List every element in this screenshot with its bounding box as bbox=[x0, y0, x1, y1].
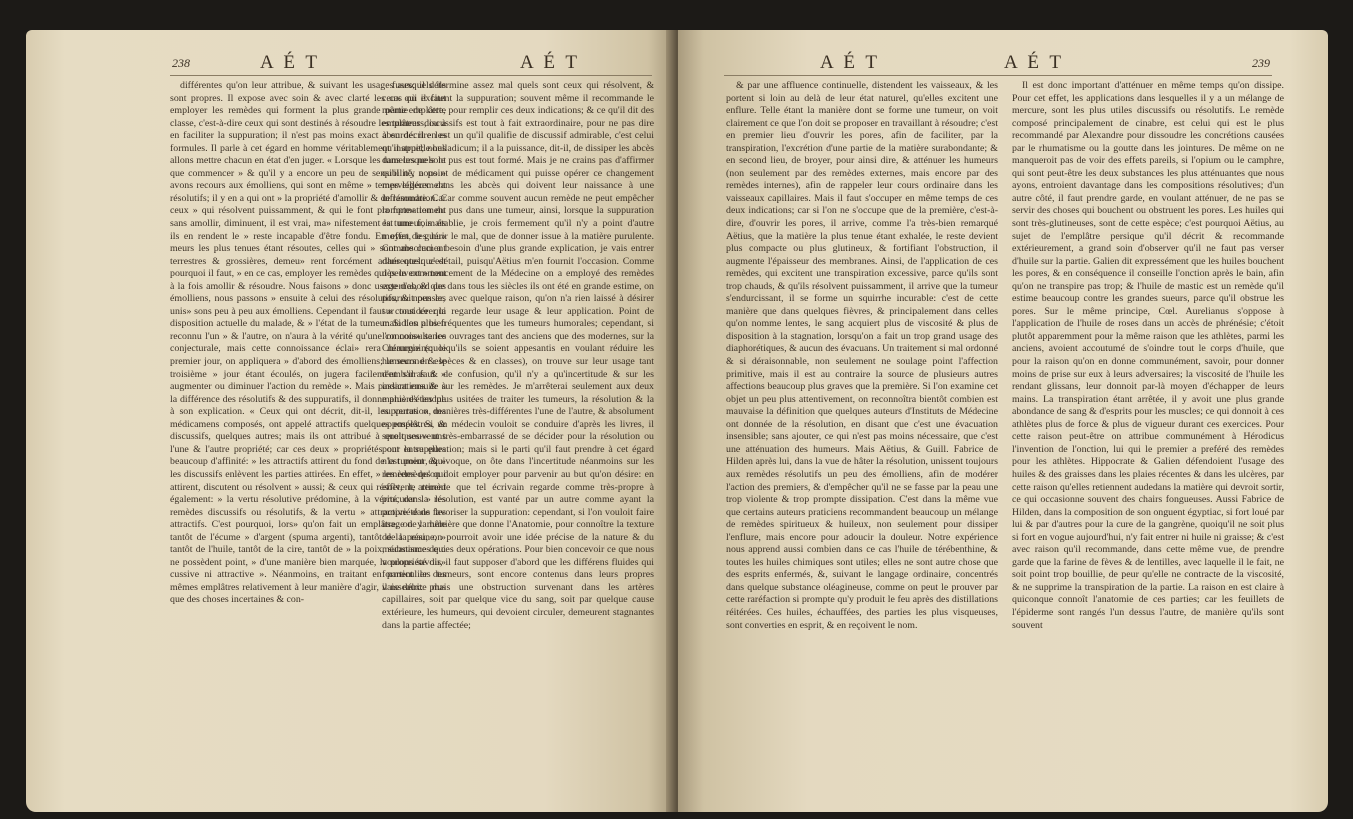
header-rule bbox=[724, 75, 1272, 76]
left-running-head bbox=[26, 52, 674, 76]
text-column bbox=[1012, 80, 1284, 632]
page-number: 238 bbox=[172, 56, 190, 70]
header-rule bbox=[170, 75, 652, 76]
running-title-repeat: A É T bbox=[1004, 52, 1065, 73]
right-running-head bbox=[678, 52, 1328, 76]
text-column bbox=[726, 80, 998, 632]
page-number: 239 bbox=[1252, 56, 1270, 70]
running-title: A É T bbox=[820, 52, 881, 73]
column-text: fuses; il détermine assez mal quels sont ceux qui résolvent, & ceux qui excitent la suppuration; souvent même il recommande le même emplâtre, pour remplir ces deux indications; & ce qu'il dit des emplâtres discussifs est tout à fait extraordinaire, pour ne pas dire absurde: il en est un qu'il qualifie de discussif admirable, c'est celui qu'il appelle helladicum; il a la puissance, dit-il, de dissiper les abcès dans lesquels le pus est tout formé. Mais je ne crains pas d'affirmer qu'il n'y a point de médicament qui puisse opérer ce changement merveilleux dans les abcès qui doivent leur naissance à une inflammation. Car comme souvent aucun remède ne peut empêcher la formation du pus dans une tumeur, ainsi, lorsque la suppuration est une fois établie, je crois fermement qu'il n'y a point d'autre moyen de guérir le mal, que de donner issue à la matière purulente. Comme ceci a besoin d'une plus grande explication, je vais entrer dans quelque détail, puisqu'Aëtius m'en fournit l'occasion. Comme dès le commencement de la Médecine on a employé des remèdes externes, & que dans tous les siècles ils ont été en grande estime, on pourroit penser, avec quelque raison, qu'on n'a rien laissé à désirer sur tout ce qui regarde leur usage & leur application. Point de maladies plus fréquentes que les tumeurs humorales; cependant, si l'on consulte les ouvrages tant des anciens que des modernes, sur la Chirurgie (quoiqu'ils se soient appesantis en voulant réduire les humeurs en espèces & en classes), on trouve sur leur usage tant d'embarras & de confusion, qu'il n'y a qu'incertitude & sur les indications & sur les remèdes. Je m'arrêterai seulement aux deux manières les plus usitées de traiter les tumeurs, la résolution & la suppuration, manières très-différentes l'une de l'autre, & absolument opposées. Si un médecin vouloit se conduire d'après les livres, il seroit souvent très-embarrassé de se décider pour la résolution ou pour la suppuration; mais si le parti qu'il faut prendre à cet égard n'est point équivoque, on ôte dans l'incertitude néanmoins sur les remèdes qu'on doit employer pour parvenir au but qu'on désire: en effet, le remède que tel écrivain regarde comme très-propre à procurer la résolution, est vanté par un autre comme ayant la propriété de favoriser la suppuration: cependant, si l'on vouloit faire usage de la lumière que donne l'Anatomie, pour connoître la texture de la peau, on pourroit avoir une idée précise de la nature & du mécanisme de ces deux opérations. Pour bien concevoir ce que nous voulons savoir, il faut supposer d'abord que les différens fluides qui forment les tumeurs, sont encore contenus dans leurs propres vaisseaux: mais une obstruction survenant dans les artères capillaires, soit par quelque vice du sang, soit par quelque cause extérieure, les humeurs, qui devoient circuler, demeurent stagnantes dans la partie affectée; bbox=[382, 80, 654, 631]
column-text: différentes qu'on leur attribue, & suivant les usages auxquels ils sont propres. Il expose avec soin & avec clarté les cas où il faut employer les remèdes qui forment la plus grande partie de cette classe, c'est-à-dire ceux qui sont destinés à résoudre les tumeurs, ou à en faciliter la suppuration; il n'est pas moins exact à en décrire les formules. Il parle à cet égard en homme véritablement instruit; nous allons mettre chacun en état d'en juger. « Lorsque les tumeurs ne sont que commencer » & qu'il y a encore un peu de sensibilité, nous » avons recours aux émolliens, qui sont en même » temps légérement résolutifs; il y en a qui ont » la propriété d'amollir & de résoudre. Car ceux » qui résolvent puissamment, & qui le font prompte» tement sans amollir, diminuent, il est vrai, ma» nifestement la tumeur, mais ils en rendent le » reste incapable d'être fondu. En effet, les hu» meurs les plus tenues étant résoutes, celles qui » sont absolument terrestres & grossières, demeu» rent forcément adhérentes: c'est pourquoi il faut, » en ce cas, employer les remèdes qui peuvent » tout à la fois amollir & résoudre. Nous faisons » donc usage d'abord des émolliens, nous passons » ensuite à celui des résolutifs, & nous les unis» sons peu à peu aux émolliens. Cependant il faut » considérer la disposition actuelle du malade, & » l'état de la tumeur. Si l'on a bien reconnu l'un » & l'autre, on n'aura à la vérité qu'une connois» sance conjecturale, mais cette connoissance éclai» rera néanmoins: le premier jour, on appliquera » d'abord des émolliens; le second & le troisième » jour étant écoulés, on jugera facilement s'il faut » augmenter ou diminuer l'action du remède ». Mais passant ensuite à la différence des résolutifs & des suppuratifs, il donne plus d'étendue à son explication. « Ceux qui ont décrit, dit-il, les vertus » des médicamens composés, ont appelé attractifs quelques emplâtres, & discussifs, quelques autres; mais ils ont attribué à quelques-» uns l'une & l'autre propriété; car ces deux » propriétés ont entre elles beaucoup d'affinité: » les attractifs attirent du fond de la tumeur, & » les discussifs enlèvent les parties attirées. En effet, » les remèdes qui attirent, discutent ou résolvent » aussi; & ceux qui résolvent, attirent également: » la vertu résolutive prédomine, à la vérité, dans » les remèdes discussifs ou résolutifs, & la vertu » attractive dans les attractifs. C'est pourquoi, lors» qu'on fait un emplâtre, on y mêle tantôt de l'écume » d'argent (spuma argenti), tantôt de la résine, » tantôt de l'huile, tantôt de la cire, tantôt de » la poix, substances qui ne possèdent point, » d'une manière bien marquée, la propriété dis» cussive ni attractive ». Néanmoins, en traitant en particulier des mêmes emplâtres relativement à leur manière d'agir, il ne débite plus que des choses incertaines & con- bbox=[170, 80, 446, 606]
right-page bbox=[678, 30, 1328, 812]
left-page bbox=[26, 30, 674, 812]
running-title-repeat: A É T bbox=[520, 52, 581, 73]
column-text: Il est donc important d'atténuer en même temps qu'on dissipe. Pour cet effet, les applications dans lesquelles il y a un mélange de mercure, sont les plus utiles discussifs ou résolutifs. Le remède composé principalement de cinabre, est celui qui est le plus recommandé par Alexandre pour dissoudre les concrétions causées par le rhumatisme ou la goutte dans les jointures. De même on ne manqueroit pas de voir des effets pareils, si l'opium ou le camphre, qui sont peut-être les deux substances les plus atténuantes que nous ayons, entroient davantage dans les compositions résolutives; d'un autre côté, il faut prendre garde, en voulant atténuer, de ne pas se servir des choses qui bouchent ou obstruent les pores. Les huiles qui sont très-glutineuses, sont de cette espèce; c'est pourquoi Aëtius, au sujet de l'emplâtre persique qu'il décrit & recommande extérieurement, a grand soin d'observer qu'il ne faut pas verser d'huile sur la partie. Galien dit expressément que les huiles bouchent les pores, & en conséquence il conseille l'onction après le bain, afin qu'on ne transpire pas trop; & l'huile de mastic est un remède qu'il estime beaucoup contre les grandes sueurs, parce qu'il obstrue les pores. Sur le même principe, Cœl. Aurelianus s'oppose à l'application de l'huile de roses dans un accès de phrénésie; c'étoit plutôt apparemment pour la même raison que les athlètes, parmi les anciens, avoient accoutumé de s'oindre tout le corps d'huile, que pour la raison qu'on en donne communément, savoir, pour donner moins de prise sur eux à leurs adversaires; la viscosité de l'huile les rendant glissans, leur donnoit par-là moyen d'échapper de leurs mains. La transpiration étant arrêtée, il y avoit une plus grande abondance de sang & d'esprits pour les muscles; ce qui donnoit à ces athlètes plus de force & plus de vigueur durant ces exercices. Pour cette raison peut-être on attribue communément à Hérodicus l'invention de l'onction, lui qui le premier a preféré des remèdes pour les athlètes. Hippocrate & Galien défendoient l'usage des huiles & des graisses dans les plaies récentes & dans les ulcères, par cette raison qu'elles retiennent audedans la matière qui devroit sortir, ce qui occasionne souvent des chairs fongueuses. Aussi Fabrice de Hilden, dans la composition de son onguent égyptiac, si fort loué par lui & par d'autres pour la cure de la gangrène, quoiqu'il ne soit plus si fort en vogue aujourd'hui, n'y fait entrer ni huile ni graisse; & c'est avec raison qu'il recommande, dans cette même vue, de prendre garde que la farine de fèves & de lentilles, avec laquelle il le fait, ne soit point trop bouillie, de peur qu'elle ne contracte de la viscosité, & ne supprime la transpiration de la partie. La raison en est claire à quiconque connoît l'anatomie de ces parties; car les feuillets de l'épiderme sont rangés l'un dessus l'autre, de manière qu'ils sont souvent bbox=[1012, 80, 1284, 631]
running-title: A É T bbox=[260, 52, 321, 73]
text-column bbox=[382, 80, 654, 632]
column-text: & par une affluence continuelle, distendent les vaisseaux, & les portent si loin au delà de leur état naturel, qu'elles excitent une enflure. Telle étant la manière dont se forme une tumeur, on voit clairement ce que l'on doit se proposer en travaillant à résoudre; c'est en premier lieu d'ouvrir les pores, afin de faciliter, par la transpiration, l'excrétion d'une partie de la matière surabondante; & en second lieu, de broyer, pour ainsi dire, & atténuer les humeurs (non seulement par des remèdes externes, mais encore par des remèdes internes), afin de rappeler leur cours ordinaire dans les vaisseaux capillaires. Mais il faut s'occuper en même temps de ces deux indications; car si l'on ne s'occupe que de la première, c'est-à-dire, d'ouvrir les pores, il arrive, comme l'a très-bien remarqué Aëtius, que la matière la plus tenue étant exhalée, le reste devient plus compacte ou plus glutineux, & fortifiant l'obstruction, il augmente l'épaisseur des membranes. Ainsi, de l'application de ces remèdes, qui excitent une transpiration excessive, parce qu'ils sont trop chauds, & qu'ils résolvent puissamment, il arrive que la tumeur s'endurcissant, il se forme un squirrhe incurable: c'est de cette manière que dans quelques fièvres, & principalement dans celles qu'on nomme lentes, le sang acquiert plus de viscosité & plus de disposition à la stagnation, lorsqu'on a fait un trop grand usage des diaphorétiques, & aucun des évacuans. Un traitement si mal ordonné & si déraisonnable, non seulement ne soulage point l'affection primitive, mais il est au contraire la source de plusieurs autres affections beaucoup plus graves que la première. Si l'on examine cet objet un peu plus attentivement, on reconnoîtra bientôt combien est mauvaise la définition que quelques auteurs d'Instituts de Médecine ont donnée de la résolution, en disant que c'est une évacuation insensible; sans ajouter, ce qui n'est pas moins nécessaire, que c'est une atténuation des humeurs. Mais Aëtius, & Guill. Fabrice de Hilden après lui, dans la vue de hâter la résolution, unissent toujours aux remèdes résolutifs un peu des émolliens, afin de modérer l'action des premiers, & d'empêcher qu'il ne se fasse par la peau une trop violente & trop prompte dissipation. C'est dans la même vue que certains auteurs praticiens recommandent beaucoup un mélange de remèdes spiritueux & huileux, non seulement pour dissiper l'enflure, mais encore pour adoucir la douleur. Notre expérience nous apprend aussi combien dans ce cas l'huile de térébenthine, & toutes les huiles chimiques sont utiles; elles ne sont autre chose que des esprits enfermés, &, suivant le langage ordinaire, concentrés dans quelque substance oléagineuse, comme on peut le prouver par cette raréfaction si prompte qu'y produit le feu après des distillations réitérées. Ces huiles, échauffées, des parties les plus visqueuses, sont converties en esprit, & en reçoivent le nom. bbox=[726, 80, 998, 631]
